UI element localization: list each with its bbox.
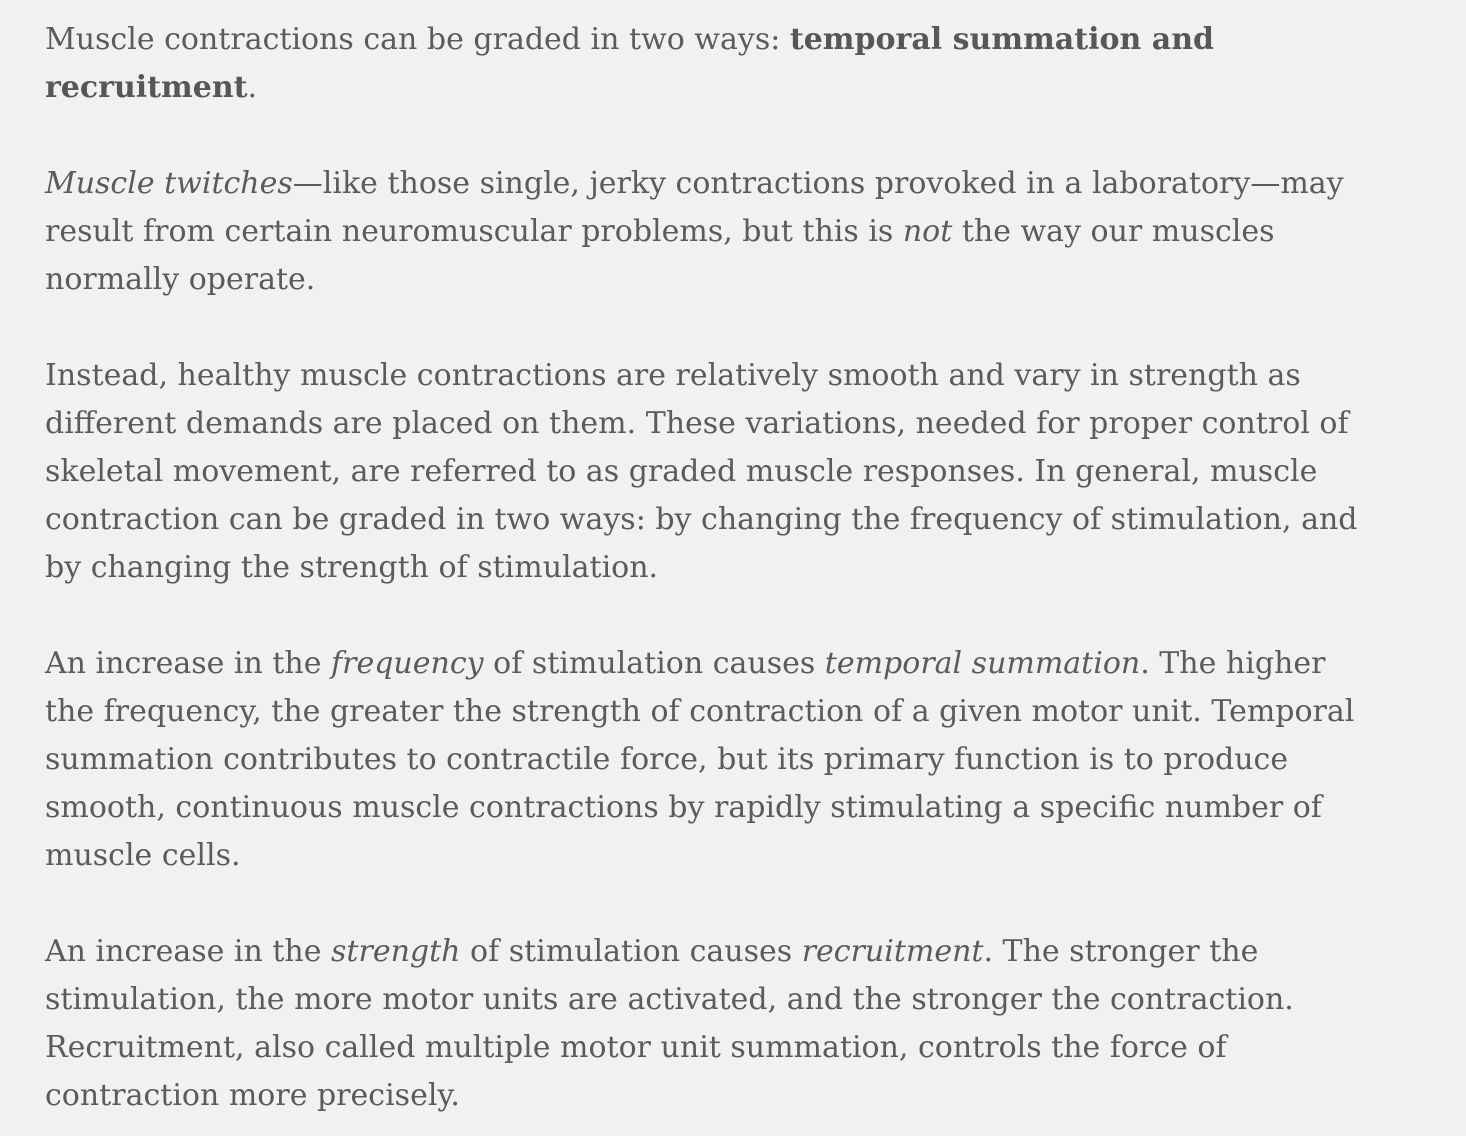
italic-text: temporal summation [824, 646, 1141, 681]
text-run: Instead, healthy muscle contractions are relatively smooth and vary in strength as different demands are placed on them. These variations, needed for proper control of skeletal movement, are referred to as graded muscle responses. In general, muscle contraction can be graded in two ways: by changing the frequency of stimulation, and by changing the strength of stimulation. [45, 358, 1358, 585]
italic-text: strength [331, 934, 461, 969]
italic-text: Muscle twitches [45, 166, 293, 201]
text-run: of stimulation causes [483, 646, 825, 681]
bold-text: temporal summation and recruitment [45, 22, 1214, 105]
text-run: An increase in the [45, 934, 332, 969]
text-run: . The stronger the stimulation, the more motor units are activated, and the stronger the contraction. Recruitment, also called multiple motor unit summation, controls the force of contraction more precisely. [45, 934, 1294, 1113]
text-run: . The higher the frequency, the greater the strength of contraction of a given motor unit. Temporal summation contributes to contractile force, but its primary function is to produce smooth, continuous muscle contractions by rapidly stimulating a specific number of muscle cells. [45, 646, 1355, 873]
text-run: of stimulation causes [460, 934, 802, 969]
text-run: the way our muscles normally operate. [45, 214, 1275, 297]
paragraph-intro [45, 16, 1376, 112]
italic-text: not [902, 214, 953, 249]
italic-text: recruitment [801, 934, 984, 969]
paragraph-temporal-summation [45, 640, 1376, 880]
paragraph-twitches [45, 160, 1376, 304]
text-run: An increase in the [45, 646, 332, 681]
text-run: Muscle contractions can be graded in two ways: [45, 22, 790, 57]
paragraph-graded-responses [45, 352, 1376, 592]
paragraph-recruitment [45, 928, 1376, 1120]
italic-text: frequency [331, 646, 484, 681]
text-run: —like those single, jerky contractions provoked in a laboratory—may result from certain neuromuscular problems, but this is [45, 166, 1344, 249]
text-run: . [247, 70, 258, 105]
